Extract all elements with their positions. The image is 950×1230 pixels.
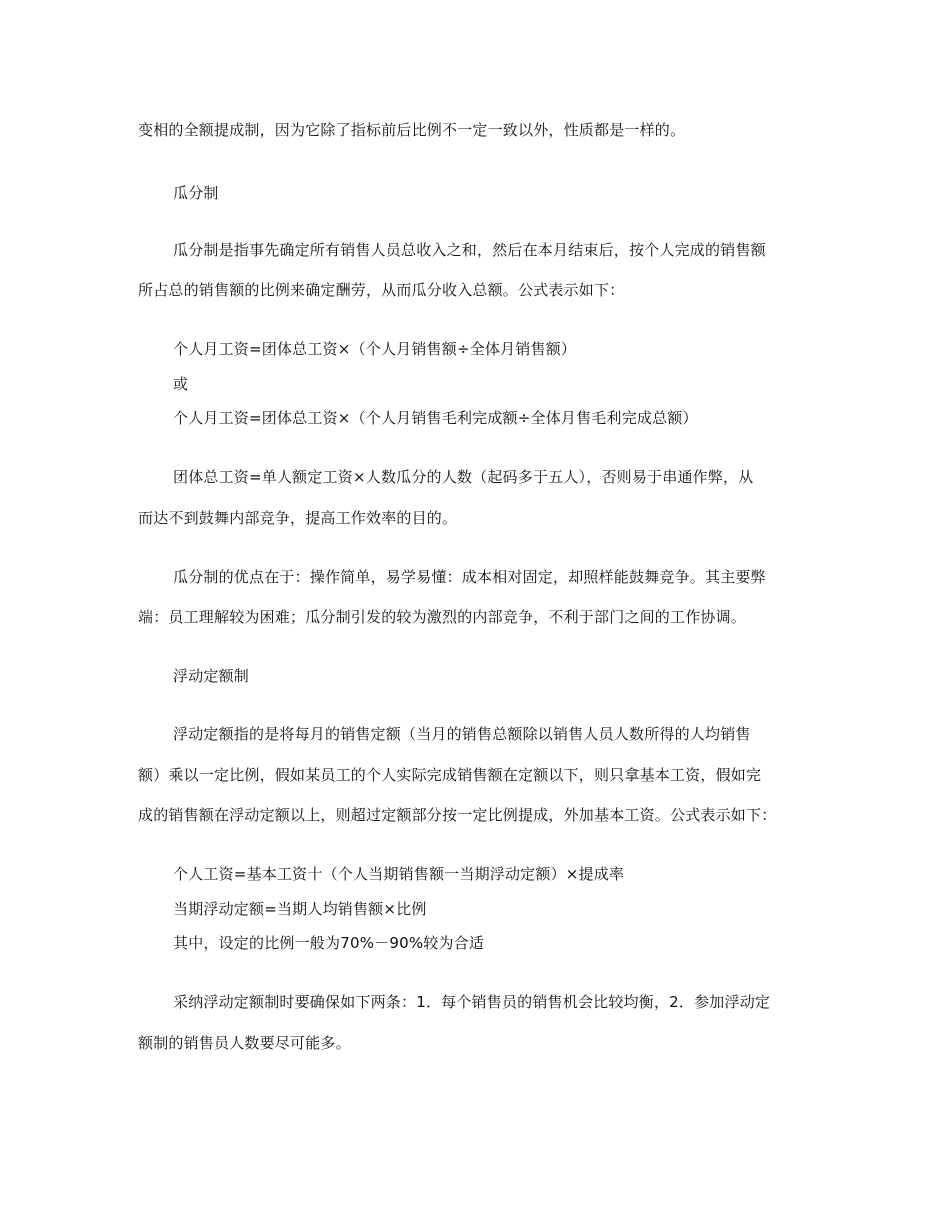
paragraph-line: 额制的销售员人数要尽可能多。 (138, 1034, 351, 1052)
paragraph-line: 成的销售额在浮动定额以上，则超过定额部分按一定比例提成，外加基本工资。公式表示如下： (138, 806, 777, 824)
formula-line: 个人月工资=团体总工资×（个人月销售毛利完成额÷全体月售毛利完成总额） (173, 409, 698, 427)
paragraph-line: 团体总工资=单人额定工资×人数瓜分的人数（起码多于五人），否则易于串通作弊，从 (173, 468, 754, 486)
section-heading-guafen: 瓜分制 (173, 184, 219, 202)
formula-line: 个人月工资=团体总工资×（个人月销售额÷全体月销售额） (173, 340, 577, 358)
formula-line: 当期浮动定额=当期人均销售额×比例 (173, 900, 427, 918)
paragraph-line: 瓜分制是指事先确定所有销售人员总收入之和，然后在本月结束后，按个人完成的销售额 (173, 241, 766, 259)
section-heading-fudong: 浮动定额制 (173, 667, 250, 685)
paragraph-line: 而达不到鼓舞内部竞争，提高工作效率的目的。 (138, 509, 458, 527)
formula-or: 或 (173, 375, 189, 393)
paragraph-line: 端：员工理解较为困难；瓜分制引发的较为激烈的内部竞争，不利于部门之间的工作协调。 (138, 608, 747, 626)
paragraph-line: 瓜分制的优点在于：操作简单，易学易懂：成本相对固定，却照样能鼓舞竞争。其主要弊 (173, 568, 766, 586)
paragraph-line: 额）乘以一定比例，假如某员工的个人实际完成销售额在定额以下，则只拿基本工资，假如完 (138, 766, 762, 784)
paragraph-line: 采纳浮动定额制时要确保如下两条：1．每个销售员的销售机会比较均衡，2．参加浮动定 (173, 993, 771, 1011)
formula-line: 个人工资=基本工资十（个人当期销售额一当期浮动定额）×提成率 (173, 865, 625, 883)
paragraph-line: 所占总的销售额的比例来确定酬劳，从而瓜分收入总额。公式表示如下： (138, 281, 625, 299)
paragraph-line: 浮动定额指的是将每月的销售定额（当月的销售总额除以销售人员人数所得的人均销售 (173, 725, 751, 743)
formula-line: 其中，设定的比例一般为70%－90%较为合适 (173, 934, 485, 952)
paragraph-line: 变相的全额提成制，因为它除了指标前后比例不一定一致以外，性质都是一样的。 (138, 121, 686, 139)
